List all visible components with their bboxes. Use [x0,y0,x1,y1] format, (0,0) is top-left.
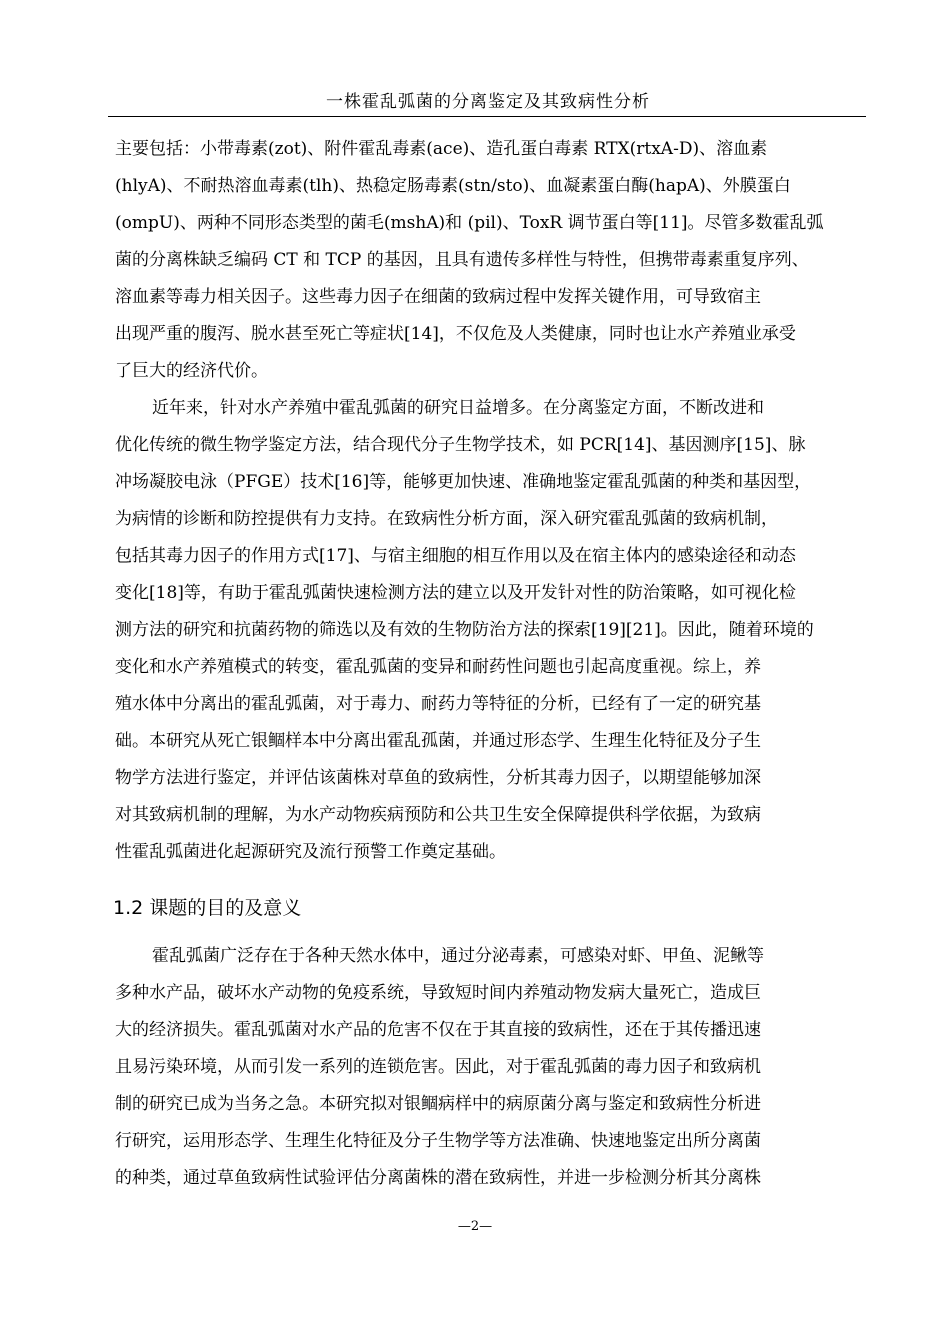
p3-line-4: 且易污染环境，从而引发一系列的连锁危害。因此，对于霍乱弧菌的毒力因子和致病机 [115,1057,761,1077]
p2-line-9: 殖水体中分离出的霍乱弧菌，对于毒力、耐药力等特征的分析，已经有了一定的研究基 [115,694,761,714]
p1-line-7: 了巨大的经济代价。 [115,361,268,381]
p3-line-5: 制的研究已成为当务之急。本研究拟对银鲴病样中的病原菌分离与鉴定和致病性分析进 [115,1094,761,1114]
p1-line-4: 菌的分离株缺乏编码 CT 和 TCP 的基因，且具有遗传多样性与特性，但携带毒素重复序列、 [115,250,809,270]
p2-line-5: 包括其毒力因子的作用方式[17]、与宿主细胞的相互作用以及在宿主体内的感染途径和动态 [115,546,796,566]
p2-line-6: 变化[18]等，有助于霍乱弧菌快速检测方法的建立以及开发针对性的防治策略，如可视化检 [115,583,796,603]
p1-line-1: 主要包括：小带毒素(zot)、附件霍乱毒素(ace)、造孔蛋白毒素 RTX(rtxA-D)、溶血素 [115,139,768,159]
p2-line-12: 对其致病机制的理解，为水产动物疾病预防和公共卫生安全保障提供科学依据，为致病 [115,805,761,825]
p3-line-7: 的种类，通过草鱼致病性试验评估分离菌株的潜在致病性，并进一步检测分析其分离株 [115,1168,761,1188]
page-number: —2— [457,1219,493,1234]
p2-line-11: 物学方法进行鉴定，并评估该菌株对草鱼的致病性，分析其毒力因子，以期望能够加深 [115,768,761,788]
p2-line-1: 近年来，针对水产养殖中霍乱弧菌的研究日益增多。在分离鉴定方面，不断改进和 [152,398,764,418]
section-heading: 1.2 课题的目的及意义 [113,897,302,919]
p2-line-4: 为病情的诊断和防控提供有力支持。在致病性分析方面，深入研究霍乱弧菌的致病机制， [115,509,778,529]
p2-line-2: 优化传统的微生物学鉴定方法，结合现代分子生物学技术，如 PCR[14]、基因测序[15]、脉 [115,435,806,455]
p3-line-2: 多种水产品，破坏水产动物的免疫系统，导致短时间内养殖动物发病大量死亡，造成巨 [115,983,761,1003]
p1-line-6: 出现严重的腹泻、脱水甚至死亡等症状[14]，不仅危及人类健康，同时也让水产养殖业承受 [115,324,796,344]
p2-line-3: 冲场凝胶电泳（PFGE）技术[16]等，能够更加快速、准确地鉴定霍乱弧菌的种类和基因型， [115,472,812,492]
p1-line-3: (ompU)、两种不同形态类型的菌毛(mshA)和 (pil)、ToxR 调节蛋白等[11]。尽管多数霍乱弧 [115,213,824,233]
running-header: 一株霍乱弧菌的分离鉴定及其致病性分析 [326,92,650,112]
p1-line-5: 溶血素等毒力相关因子。这些毒力因子在细菌的致病过程中发挥关键作用，可导致宿主 [115,287,761,307]
p2-line-10: 础。本研究从死亡银鲴样本中分离出霍乱孤菌，并通过形态学、生理生化特征及分子生 [115,731,761,751]
p2-line-7: 测方法的研究和抗菌药物的筛选以及有效的生物防治方法的探索[19][21]。因此，随着环境的 [115,620,814,640]
p2-line-8: 变化和水产养殖模式的转变，霍乱弧菌的变异和耐药性问题也引起高度重视。综上，养 [115,657,761,677]
p3-line-1: 霍乱弧菌广泛存在于各种天然水体中，通过分泌毒素，可感染对虾、甲鱼、泥鳅等 [152,946,764,966]
p3-line-6: 行研究，运用形态学、生理生化特征及分子生物学等方法准确、快速地鉴定出所分离菌 [115,1131,761,1151]
p1-line-2: (hlyA)、不耐热溶血毒素(tlh)、热稳定肠毒素(stn/sto)、血凝素蛋白酶(hapA)、外膜蛋白 [115,176,791,196]
p3-line-3: 大的经济损失。霍乱弧菌对水产品的危害不仅在于其直接的致病性，还在于其传播迅速 [115,1020,761,1040]
header-rule [108,116,866,117]
p2-line-13: 性霍乱弧菌进化起源研究及流行预警工作奠定基础。 [115,842,506,862]
